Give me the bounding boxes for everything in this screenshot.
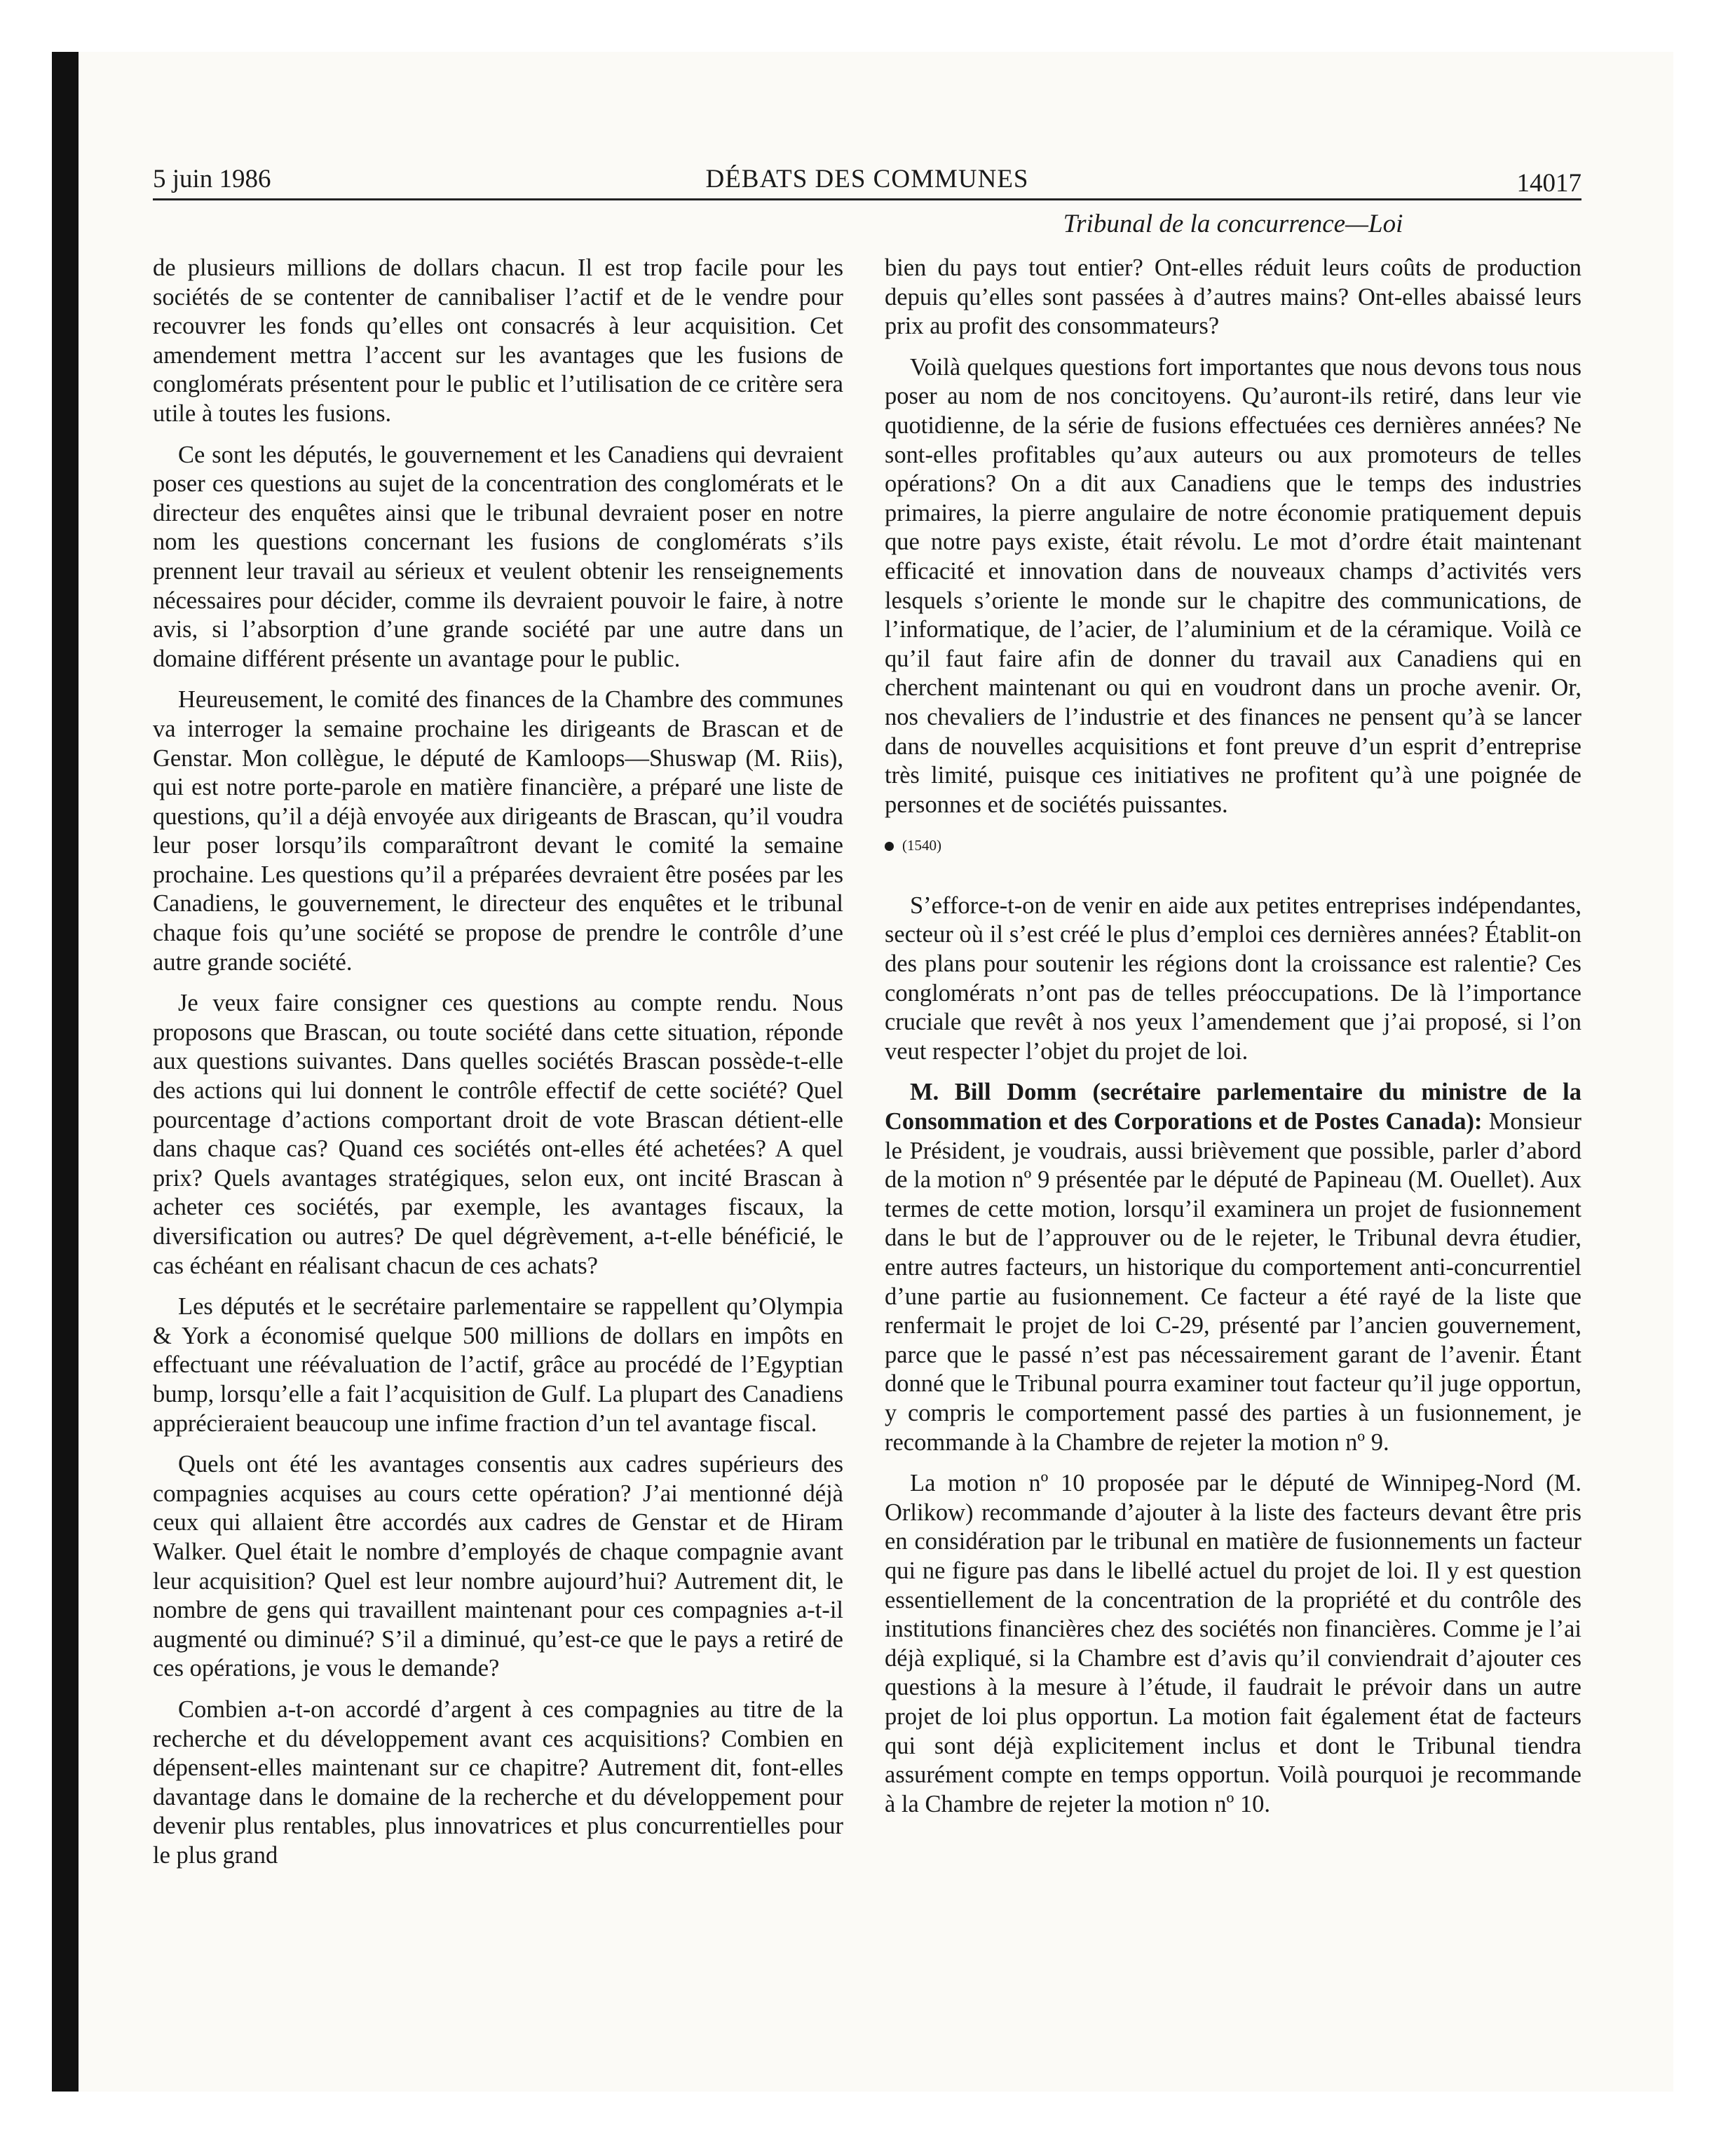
paragraph: Quels ont été les avantages consentis aux cadres supérieurs des compagnies acquises au cours cette opération? J’ai mentionné déjà ceux qui allaient être accordés aux cadres de Genstar et de Hiram Walker. Quel était le nombre d’employés de chaque compagnie avant leur acquisition? Quel est leur nombre aujourd’hui? Autrement dit, le nombre de gens qui travaillent maintenant pour ces compagnies a-t-il augmenté ou diminué? S’il a diminué, qu’est-ce que le pays a retiré de ces opérations, je vous le demande?	[153, 1451, 843, 1682]
paragraph: Ce sont les députés, le gouvernement et les Canadiens qui devraient poser ces questions au sujet de la concentration des conglomérats et le directeur des enquêtes ainsi que le tribunal devraient poser en notre nom les questions concernant les fusions de conglomérats s’ils prennent leur travail au sérieux et veulent obtenir les renseignements nécessaires pour décider, comme ils devraient pouvoir le faire, à notre avis, si l’absorption d’une grande société par une autre dans un domaine différent présente un avantage pour le public.	[153, 441, 843, 672]
paragraph: de plusieurs millions de dollars chacun. Il est trop facile pour les sociétés de se contenter de cannibaliser l’actif et de le vendre pour recouvrer les fonds qu’elles ont consacrés à leur acquisition. Cet amendement mettra l’accent sur les avantages que les fusions de conglomérats présentent pour le public et l’utilisation de ce critère sera utile à toutes les fusions.	[153, 254, 843, 427]
page-header	[153, 158, 1581, 200]
header-title: DÉBATS DES COMMUNES	[705, 165, 1029, 193]
paragraph: Les députés et le secrétaire parlementaire se rappellent qu’Olympia & York a économisé quelque 500 millions de dollars en impôts en effectuant une réévaluation de l’actif, grâce au procédé de l’Egyptian bump, lorsqu’elle a fait l’acquisition de Gulf. La plupart des Canadiens apprécieraient beaucoup une infime fraction d’un tel avantage fiscal.	[153, 1293, 843, 1437]
time-marker-text: (1540)	[902, 837, 941, 854]
speaker-text: Monsieur le Président, je voudrais, aussi brièvement que possible, parler d’abord de la motion nº 9 présentée par le député de Papineau (M. Ouellet). Aux termes de cette motion, lorsqu’il examinera un projet de fusionnement dans le but de l’approuver ou de le rejeter, le Tribunal devra étudier, entre autres facteurs, un historique du comportement anti-concurrentiel d’une partie au fusionnement. Ce facteur a été rayé de la liste que renfermait le projet de loi C-29, présenté par l’ancien gouvernement, parce que le passé n’est pas nécessairement garant de l’avenir. Étant donné que le Tribunal pourra examiner tout facteur qu’il juge opportun, y compris le comportement passé des parties à un fusionnement, je recommande à la Chambre de rejeter la motion nº 9.	[885, 1108, 1581, 1456]
binding-shadow	[52, 52, 79, 2092]
page-number: 14017	[1516, 169, 1581, 198]
speaker-name: M. Bill Domm (secrétaire parlementaire du ministre de la Consommation et des Corporations et de Postes Canada):	[885, 1079, 1581, 1135]
header-date: 5 juin 1986	[153, 165, 271, 193]
speaker-paragraph	[885, 1078, 1581, 1457]
time-marker	[885, 831, 1581, 861]
paragraph: La motion nº 10 proposée par le député de Winnipeg-Nord (M. Orlikow) recommande d’ajouter à la liste des facteurs devant être pris en considération par le tribunal en matière de fusionnements un facteur qui ne figure pas dans le libellé actuel du projet de loi. Il y est question essentiellement de la concentration de la propriété et du contrôle des institutions financières chez des sociétés non financières. Comme je l’ai déjà expliqué, si la Chambre est d’avis qu’il conviendrait d’ajouter ces questions à la mesure à l’étude, il faudrait le prévoir dans un autre projet de loi plus opportun. La motion fait également état de facteurs qui sont déjà explicitement inclus et dont le Tribunal tiendra assurément compte en temps opportun. Voilà pourquoi je recommande à la Chambre de rejeter la motion nº 10.	[885, 1470, 1581, 1817]
bullet-icon	[885, 842, 894, 851]
paragraph: Heureusement, le comité des finances de la Chambre des communes va interroger la semaine prochaine les dirigeants de Brascan et de Genstar. Mon collègue, le député de Kamloops—Shuswap (M. Riis), qui est notre porte-parole en matière financière, a préparé une liste de questions, qu’il a déjà envoyée aux dirigeants de Brascan, qu’il voudra leur poser lorsqu’ils comparaîtront devant le comité la semaine prochaine. Les questions qu’il a préparées devraient être posées par les Canadiens, le gouvernement, le directeur des enquêtes et le tribunal chaque fois qu’une société se propose de prendre le contrôle d’une autre grande société.	[153, 686, 843, 976]
running-head: Tribunal de la concurrence—Loi	[1063, 210, 1403, 238]
paragraph: Voilà quelques questions fort importantes que nous devons tous nous poser au nom de nos concitoyens. Qu’auront-ils retiré, dans leur vie quotidienne, de la série de fusions effectuées ces dernières années? Ne sont-elles profitables qu’aux auteurs ou aux promoteurs de telles opérations? On a dit aux Canadiens que le temps des industries primaires, la pierre angulaire de notre économie pratiquement depuis que notre pays existe, était révolu. Le mot d’ordre était maintenant efficacité et innovation dans de nouveaux champs d’activités vers lesquels s’oriente le monde sur le chapitre des communications, de l’informatique, de l’acier, de l’aluminium et de la céramique. Voilà ce qu’il faut faire afin de donner du travail aux Canadiens qui en cherchent maintenant ou qui en voudront dans un proche avenir. Or, nos chevaliers de l’industrie et des finances ne pensent qu’à se lancer dans de nouvelles acquisitions et font preuve d’un esprit d’entreprise très limité, puisque ces initiatives ne profitent qu’à une poignée de personnes et de sociétés puissantes.	[885, 353, 1581, 818]
paragraph: Combien a-t-on accordé d’argent à ces compagnies au titre de la recherche et du développement avant ces acquisitions? Combien en dépensent-elles maintenant sur ce chapitre? Autrement dit, font-elles davantage dans le domaine de la recherche et du développement pour devenir plus rentables, plus innovatrices et plus concurrentielles pour le plus grand	[153, 1696, 843, 1869]
paragraph: bien du pays tout entier? Ont-elles réduit leurs coûts de production depuis qu’elles sont passées à d’autres mains? Ont-elles abaissé leurs prix au profit des consommateurs?	[885, 254, 1581, 340]
paragraph: S’efforce-t-on de venir en aide aux petites entreprises indépendantes, secteur où il s’est créé le plus d’emploi ces dernières années? Établit-on des plans pour soutenir les régions dont la croissance est ralentie? Ces conglomérats n’ont pas de telles préoccupations. De là l’importance cruciale que revêt à nos yeux l’amendement que j’ai proposé, si l’on veut respecter l’objet du projet de loi.	[885, 892, 1581, 1065]
left-column	[153, 254, 843, 1882]
right-column	[885, 254, 1581, 1831]
paragraph: Je veux faire consigner ces questions au compte rendu. Nous proposons que Brascan, ou toute société dans cette situation, réponde aux questions suivantes. Dans quelles sociétés Brascan possède-t-elle des actions qui lui donnent le contrôle effectif de cette société? Quel pourcentage d’actions comportant droit de vote Brascan détient-elle dans chaque cas? Quand ces sociétés ont-elles été achetées? A quel prix? Quels avantages stratégiques, selon eux, ont incité Brascan à acheter ces sociétés, par exemple, les avantages fiscaux, la diversification ou autres? De quel dégrèvement, a-t-elle bénéficié, le cas échéant en réalisant chacun de ces achats?	[153, 990, 843, 1279]
